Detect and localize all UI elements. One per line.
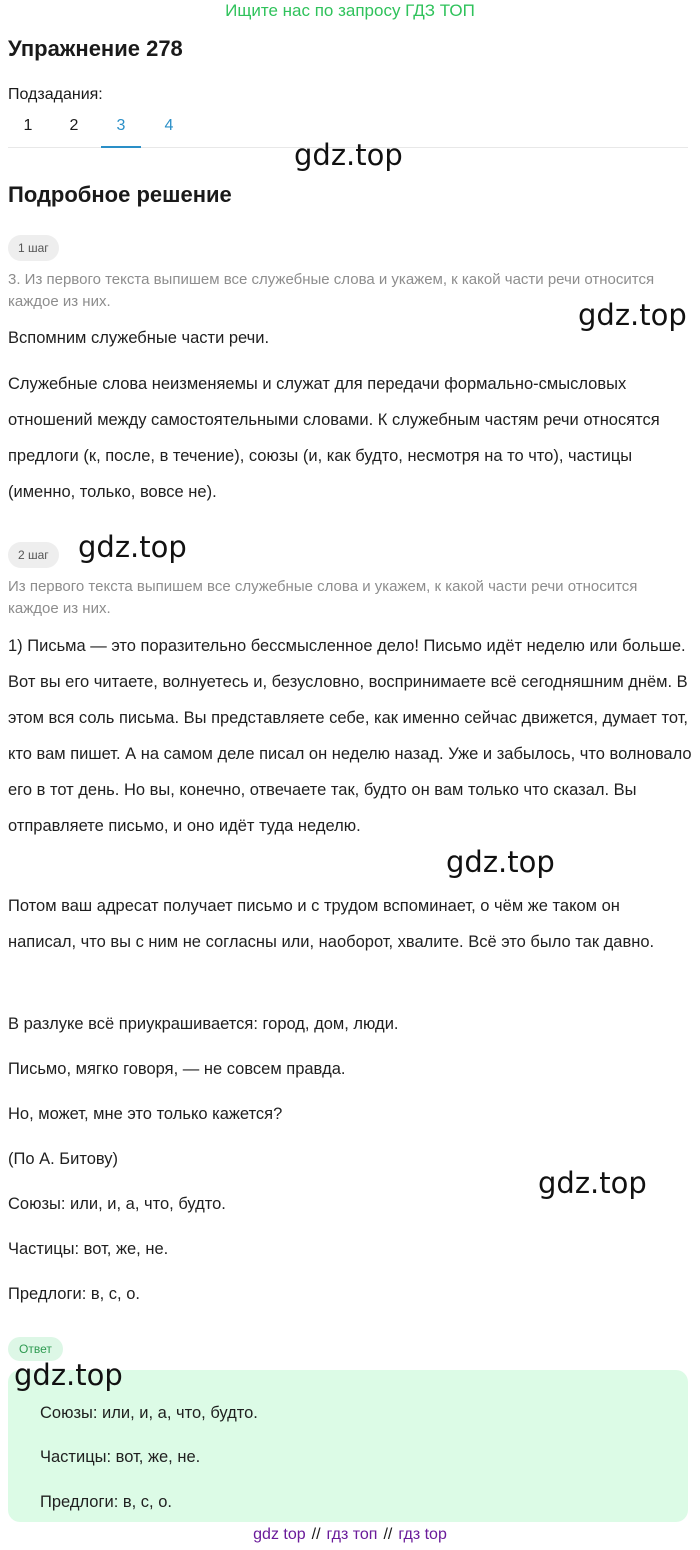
- step-text: Служебные слова неизменяемы и служат для передачи формально-смысловых отношений между самостоятельными словами. К служебным частям речи относятся предлоги (к, после, в течение), союзы (и, как будто, несмотря на то что), частицы (именно, только, вовсе не).: [8, 375, 660, 501]
- step-text: Вспомним служебные части речи.: [8, 329, 270, 347]
- watermark: gdz.top: [14, 1358, 123, 1392]
- answer-text: Союзы: или, и, а, что, будто.: [40, 1404, 258, 1422]
- watermark: gdz.top: [578, 298, 687, 332]
- step-hint: 3. Из первого текста выпишем все служебные слова и укажем, к какой части речи относится каждое из них.: [8, 271, 655, 310]
- watermark: gdz.top: [446, 845, 555, 879]
- tab-subtask-4[interactable]: 4: [164, 117, 174, 134]
- footer-link[interactable]: гдз топ: [326, 1526, 378, 1543]
- answer-text: Частицы: вот, же, не.: [40, 1448, 201, 1466]
- tab-subtask-1[interactable]: 1: [23, 117, 33, 134]
- step-text: В разлуке всё приукрашивается: город, дом, люди.: [8, 1015, 399, 1033]
- answer-box: [8, 1370, 688, 1522]
- search-banner: Ищите нас по запросу ГДЗ ТОП: [225, 1, 475, 20]
- footer-link[interactable]: gdz top: [253, 1526, 306, 1543]
- section-title: Подробное решение: [8, 182, 232, 207]
- step-text: Союзы: или, и, а, что, будто.: [8, 1195, 226, 1213]
- step-text: 1) Письма — это поразительно бессмысленное дело! Письмо идёт неделю или больше. Вот вы его читаете, волнуетесь и, безусловно, воспринимаете всё сегодняшним днём. В этом вся соль письма. Вы представляете себе, как именно сейчас движется, думает тот, кто вам пишет. А на самом деле писал он неделю назад. Уже и забылось, что волновало его в тот день. Но вы, конечно, отвечаете так, будто он вам только что сказал. Вы отправляете письмо, и оно идёт туда неделю.: [8, 637, 692, 835]
- exercise-title: Упражнение 278: [8, 36, 183, 61]
- watermark: gdz.top: [78, 530, 187, 564]
- watermark: gdz.top: [538, 1166, 647, 1200]
- step-text: Но, может, мне это только кажется?: [8, 1105, 283, 1123]
- step-text: Потом ваш адресат получает письмо и с трудом вспоминает, о чём же таком он написал, что вы с ним не согласны или, наоборот, хвалите. Всё это было так давно.: [8, 897, 655, 951]
- tab-subtask-2[interactable]: 2: [69, 117, 79, 134]
- step-text: Предлоги: в, с, о.: [8, 1285, 140, 1303]
- footer-separator: //: [383, 1526, 393, 1543]
- step-badge: 1 шаг: [8, 235, 59, 261]
- answer-text: Предлоги: в, с, о.: [40, 1493, 172, 1511]
- answer-badge: Ответ: [8, 1337, 63, 1361]
- watermark: gdz.top: [294, 138, 403, 172]
- step-badge: 2 шаг: [8, 542, 59, 568]
- subtasks-label: Подзадания:: [8, 86, 103, 103]
- tab-subtask-3[interactable]: 3: [101, 112, 141, 148]
- footer-separator: //: [311, 1526, 321, 1543]
- step-text: Письмо, мягко говоря, — не совсем правда.: [8, 1060, 346, 1078]
- step-text: Частицы: вот, же, не.: [8, 1240, 169, 1258]
- footer-links: [0, 1524, 700, 1546]
- step-hint: Из первого текста выпишем все служебные слова и укажем, к какой части речи относится каждое из них.: [8, 578, 638, 617]
- step-text: (По А. Битову): [8, 1150, 119, 1168]
- footer-link[interactable]: гдз top: [398, 1526, 447, 1543]
